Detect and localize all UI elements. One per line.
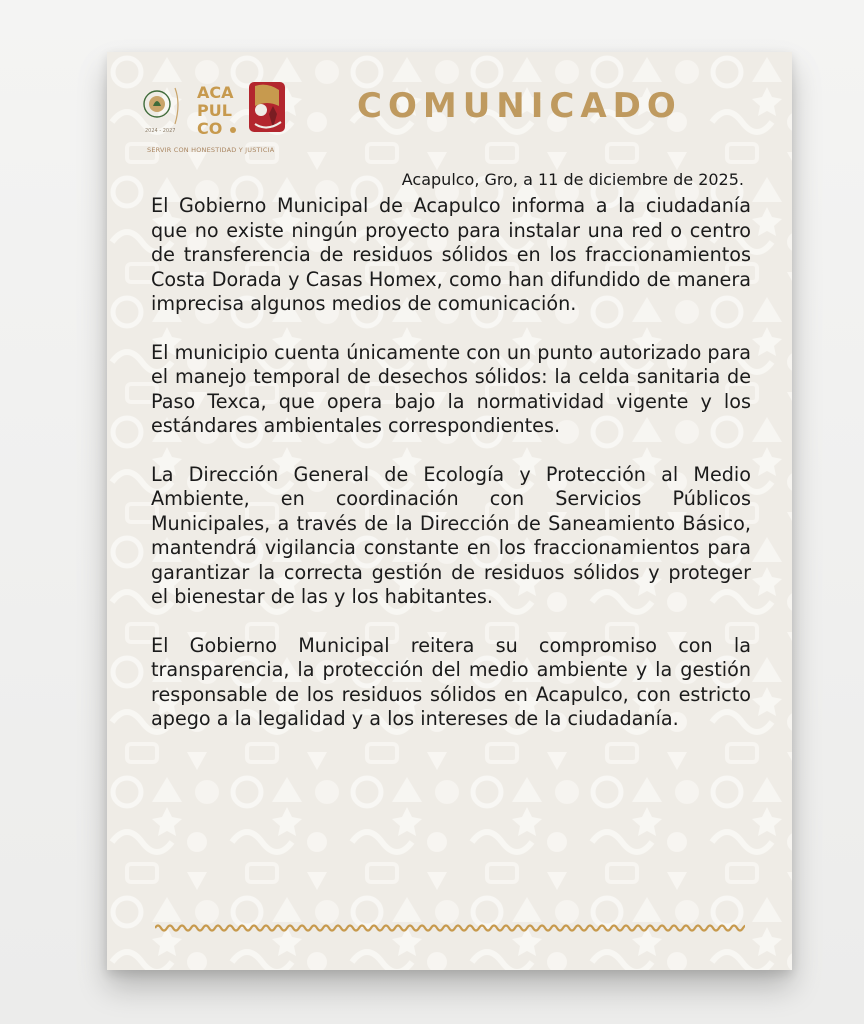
municipal-seal-icon xyxy=(141,84,181,136)
decorative-wave-divider xyxy=(155,922,745,934)
paragraph-2: El municipio cuenta únicamente con un punto autorizado para el manejo temporal de desechos sólidos: la celda sanitaria de Paso Texca, que opera bajo la normatividad vigente y los estándares ambientales correspondientes. xyxy=(151,340,751,437)
paragraph-1: El Gobierno Municipal de Acapulco informa a la ciudadanía que no existe ningún proyecto para instalar una red o centro de transferencia de residuos sólidos en los fraccionamientos Costa Dorada y Casas Homex, como han difundido de manera imprecisa algunos medios de comunicación. xyxy=(151,194,751,315)
paragraph-3: La Dirección General de Ecología y Protección al Medio Ambiente, en coordinación con Servicios Públicos Municipales, a través de la Dirección de Saneamiento Básico, mantendrá vigilancia constante en los fraccionamientos para garantizar la correcta gestión de residuos sólidos y proteger el bienestar de las y los habitantes. xyxy=(151,462,751,608)
press-release-sheet xyxy=(107,52,792,970)
page-title: COMUNICADO xyxy=(357,86,682,126)
dateline: Acapulco, Gro, a 11 de diciembre de 2025. xyxy=(401,170,744,189)
seal-years: 2024 - 2027 xyxy=(145,128,176,134)
motto-text: SERVIR CON HONESTIDAD Y JUSTICIA xyxy=(147,146,275,154)
svg-text:ACA: ACA xyxy=(197,83,234,102)
acapulco-wordmark-logo xyxy=(195,80,239,142)
paragraph-4: El Gobierno Municipal reitera su compromiso con la transparencia, la protección del medio ambiente y la gestión responsable de los residuos sólidos en Acapulco, con estricto apego a la legalidad y a los intereses de la ciudadanía. xyxy=(151,633,751,730)
svg-text:CO: CO xyxy=(197,119,223,138)
acapulco-brand-mark-icon xyxy=(247,80,289,136)
svg-text:PUL: PUL xyxy=(197,101,232,120)
release-body xyxy=(151,194,751,756)
header-logos xyxy=(137,80,297,160)
